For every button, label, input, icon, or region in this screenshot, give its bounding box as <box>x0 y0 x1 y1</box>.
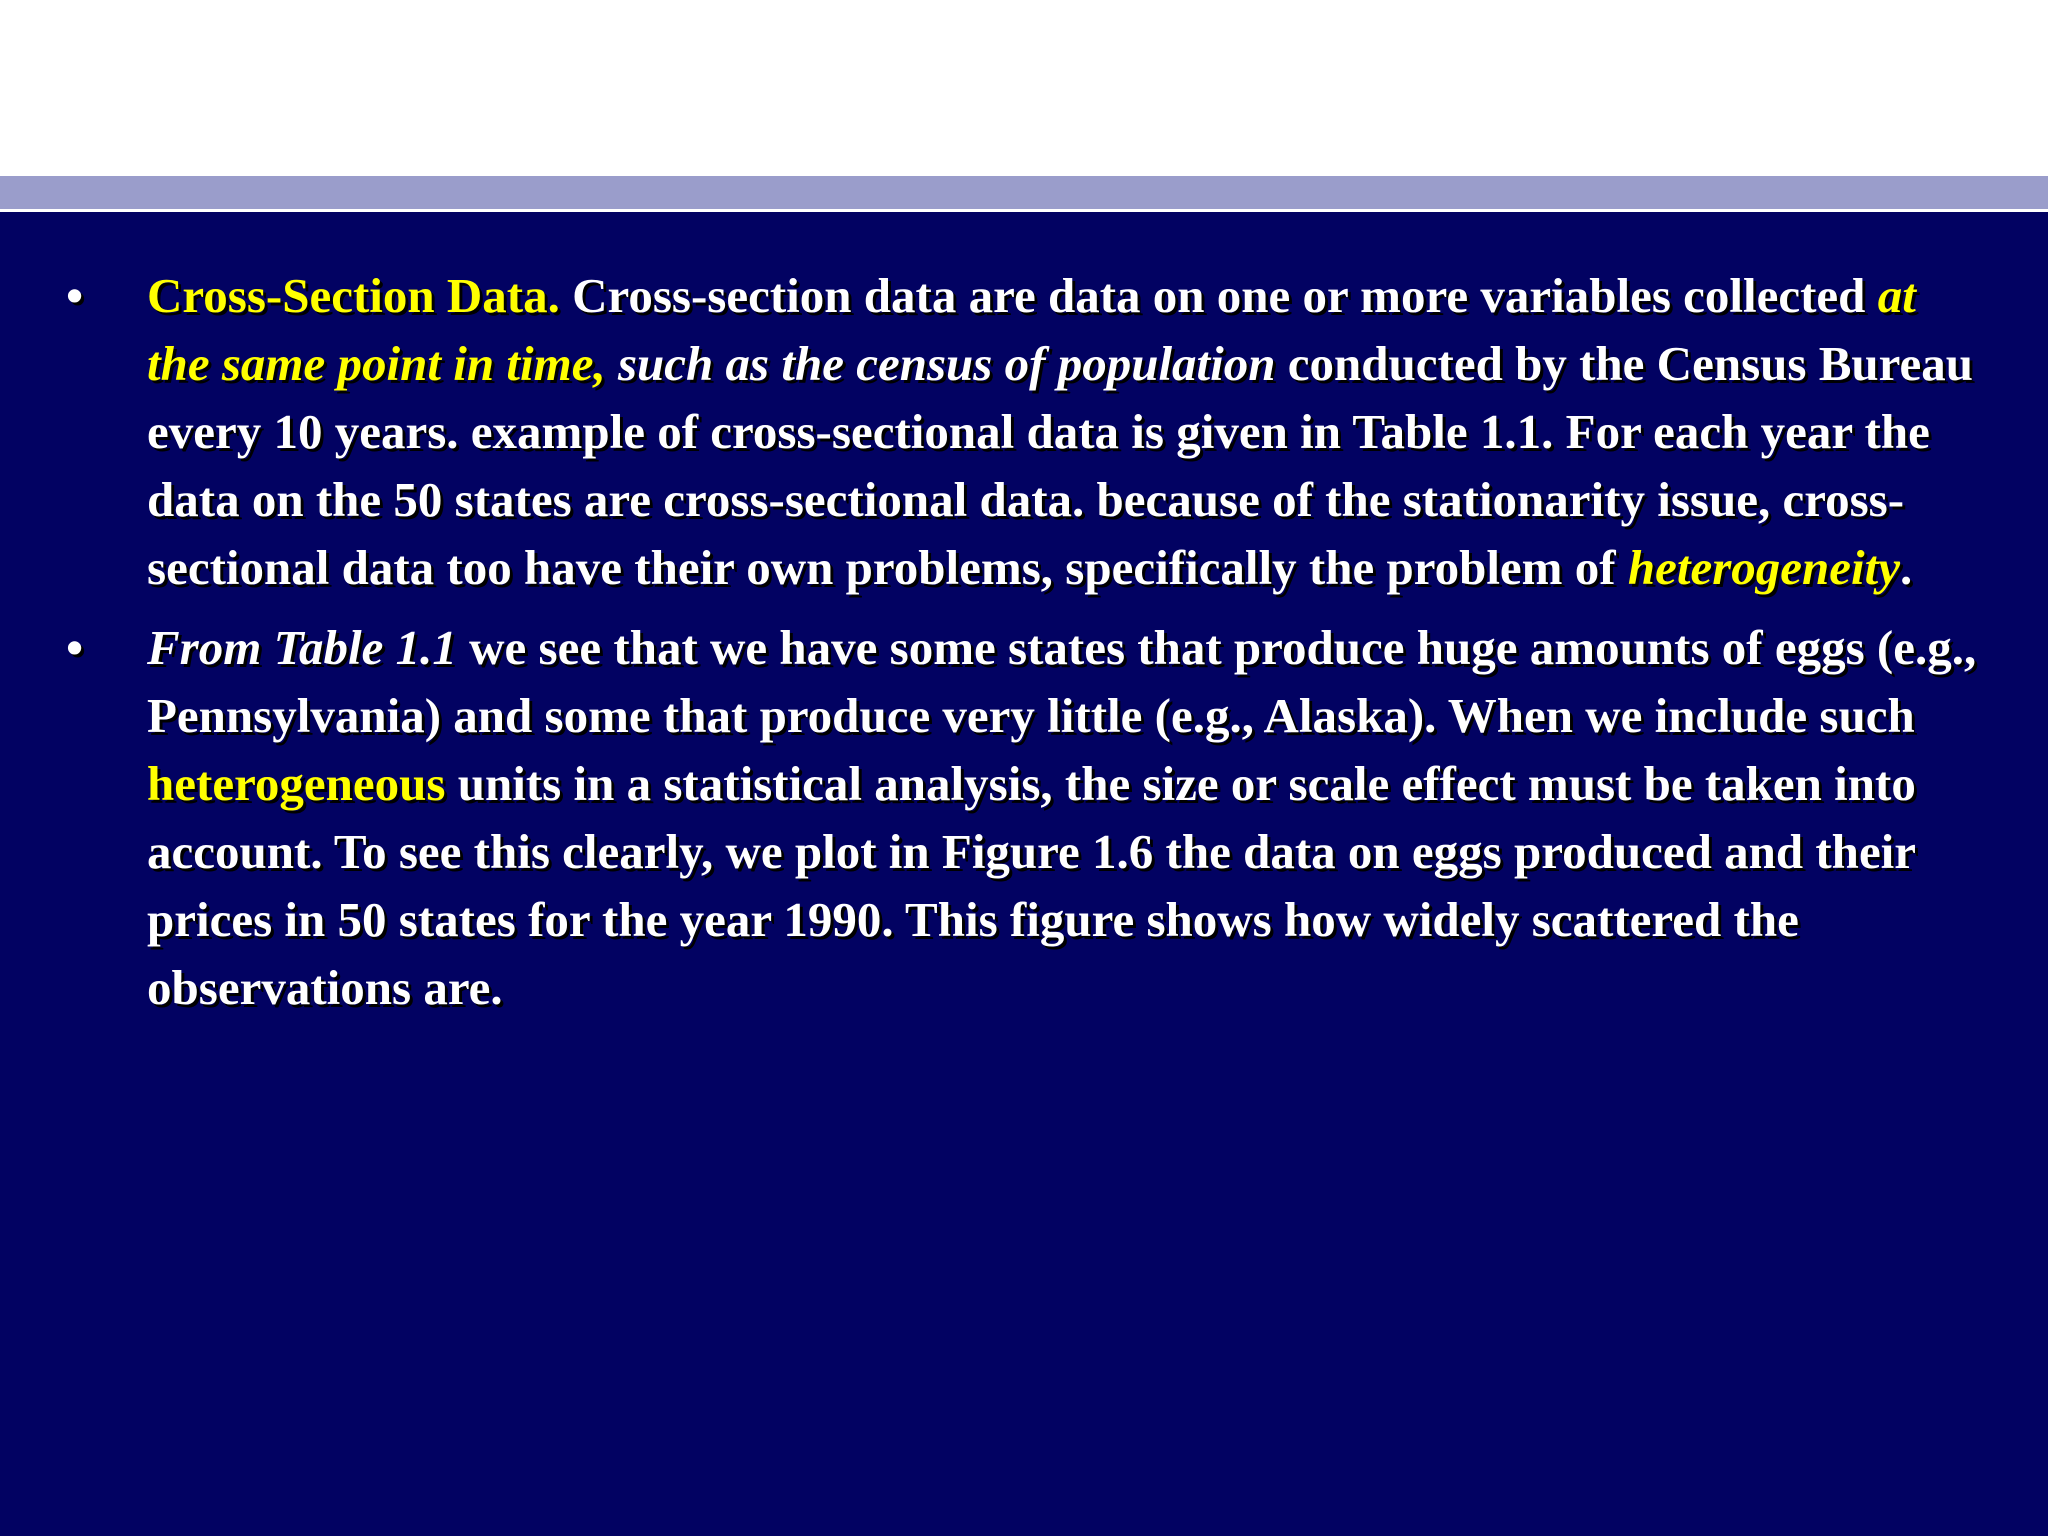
bullet-text: . <box>1899 540 1913 595</box>
bullet-text: we see that we have some states that produce huge amounts of eggs (e.g., Pennsylvania) and some that produce very little (e.g., Alaska). When we include such <box>147 620 1977 743</box>
italic-text: From Table 1.1 <box>147 620 457 675</box>
bullet-heading: Cross-Section Data. <box>147 268 560 323</box>
slide-body <box>0 212 2048 1536</box>
emphasis-text: heterogeneous <box>147 756 446 811</box>
header-band <box>0 176 2048 209</box>
slide-title-area <box>0 0 2048 176</box>
bullet-item-heterogeneity-example <box>0 614 1977 1022</box>
bullet-list <box>0 262 2048 1034</box>
bullet-text: conducted by the Census Bureau every 10 years. example of cross-sectional data is given in Table 1.1. For each year the data on the 50 states are cross-sectional data. because of the stationarity issue, cross-sectional data too have their own problems, specifically the problem of <box>147 336 1974 595</box>
emphasis-text: at the same point in time, <box>147 268 1916 391</box>
bullet-text: units in a statistical analysis, the size or scale effect must be taken into account. To see this clearly, we plot in Figure 1.6 the data on eggs produced and their prices in 50 states for the year 1990. This figure shows how widely scattered the observations are. <box>147 756 1916 1015</box>
bullet-text: Cross-section data are data on one or more variables collected <box>559 268 1878 323</box>
bullet-marker: • <box>66 268 84 323</box>
bullet-item-cross-section-data <box>0 262 1977 602</box>
bullet-marker: • <box>66 620 84 675</box>
emphasis-text: heterogeneity <box>1627 540 1900 595</box>
italic-text: such as the census of population <box>605 336 1276 391</box>
